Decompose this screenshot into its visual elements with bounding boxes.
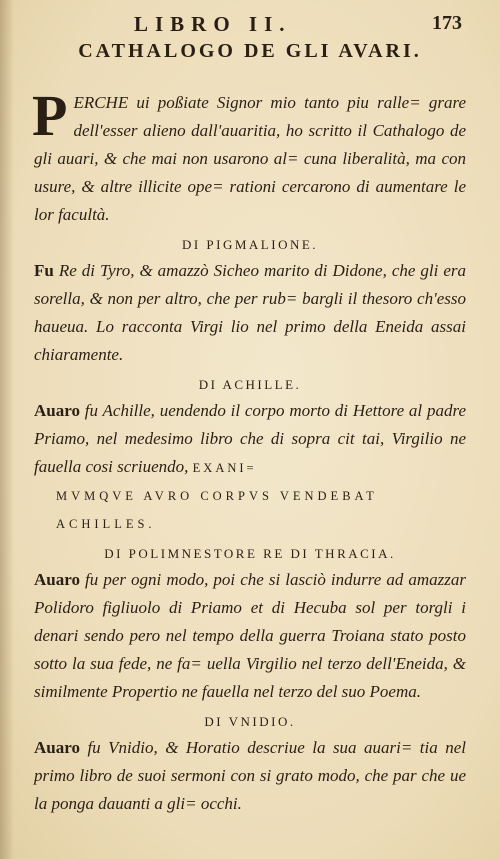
section-heading-pigmalione: DI PIGMALIONE. bbox=[181, 237, 319, 252]
latin-quote-line-1: MVMQVE AVRO CORPVS VENDEBAT bbox=[56, 489, 378, 503]
section-vnidio bbox=[34, 734, 466, 818]
intro-text: ERCHE ui poßiate Signor mio tanto piu ralle= grare dell'esser alieno dall'auaritia, ho scritto il Cathalogo de gli auari, & che mai non usarono al= cuna liberalità, ma con usure, & altre illicite ope= rationi cercarono di aumentare le lor facultà. bbox=[34, 93, 466, 224]
lead-word: Auaro bbox=[34, 738, 80, 757]
lead-word: Auaro bbox=[34, 401, 80, 420]
section-pigmalione bbox=[34, 257, 466, 369]
drop-cap: P bbox=[32, 83, 68, 148]
lead-word: Fu bbox=[34, 261, 54, 280]
section-achille bbox=[34, 397, 466, 482]
running-head bbox=[34, 10, 466, 36]
intro-paragraph bbox=[32, 83, 466, 229]
section-polimnestore bbox=[34, 566, 466, 706]
page-number: 173 bbox=[432, 12, 462, 34]
book-label: LIBRO II. bbox=[134, 12, 292, 36]
section-heading-achille: DI ACHILLE. bbox=[198, 377, 302, 392]
gutter-shadow bbox=[0, 0, 14, 859]
section-text: fu Vnidio, & Horatio descriue la sua auari= tia nel primo libro de suoi sermoni con si grato modo, che par che ue la ponga dauanti a gli= occhi. bbox=[34, 738, 466, 813]
latin-quote-line-2: ACHILLES. bbox=[56, 517, 156, 531]
latin-quote-start: EXANI= bbox=[192, 461, 257, 475]
section-text: Re di Tyro, & amazzò Sicheo marito di Didone, che gli era sorella, & non per altro, che per rub= bargli il thesoro ch'esso haueua. Lo racconta Virgi lio nel primo della Eneida assai chiaramente. bbox=[34, 261, 466, 364]
chapter-title: CATHALOGO DE GLI AVARI. bbox=[78, 40, 422, 62]
section-heading-polimnestore: DI POLIMNESTORE RE DI THRACIA. bbox=[104, 546, 396, 561]
section-heading-vnidio: DI VNIDIO. bbox=[204, 714, 296, 729]
section-text: fu Achille, uendendo il corpo morto di Hettore al padre Priamo, nel medesimo libro che di sopra cit tai, Virgilio ne fauella cosi scriuendo, bbox=[34, 401, 466, 476]
section-text: fu per ogni modo, poi che si lasciò indurre ad amazzar Polidoro figliuolo di Priamo et di Hecuba sol per torgli i denari sendo pero nel tempo della guerra Troiana stato posto sotto la sua fede, ne fa= uella Virgilio nel terzo dell'Eneida, & similmente Propertio ne fauella nel terzo del suo Poema. bbox=[34, 570, 467, 701]
lead-word: Auaro bbox=[34, 570, 80, 589]
